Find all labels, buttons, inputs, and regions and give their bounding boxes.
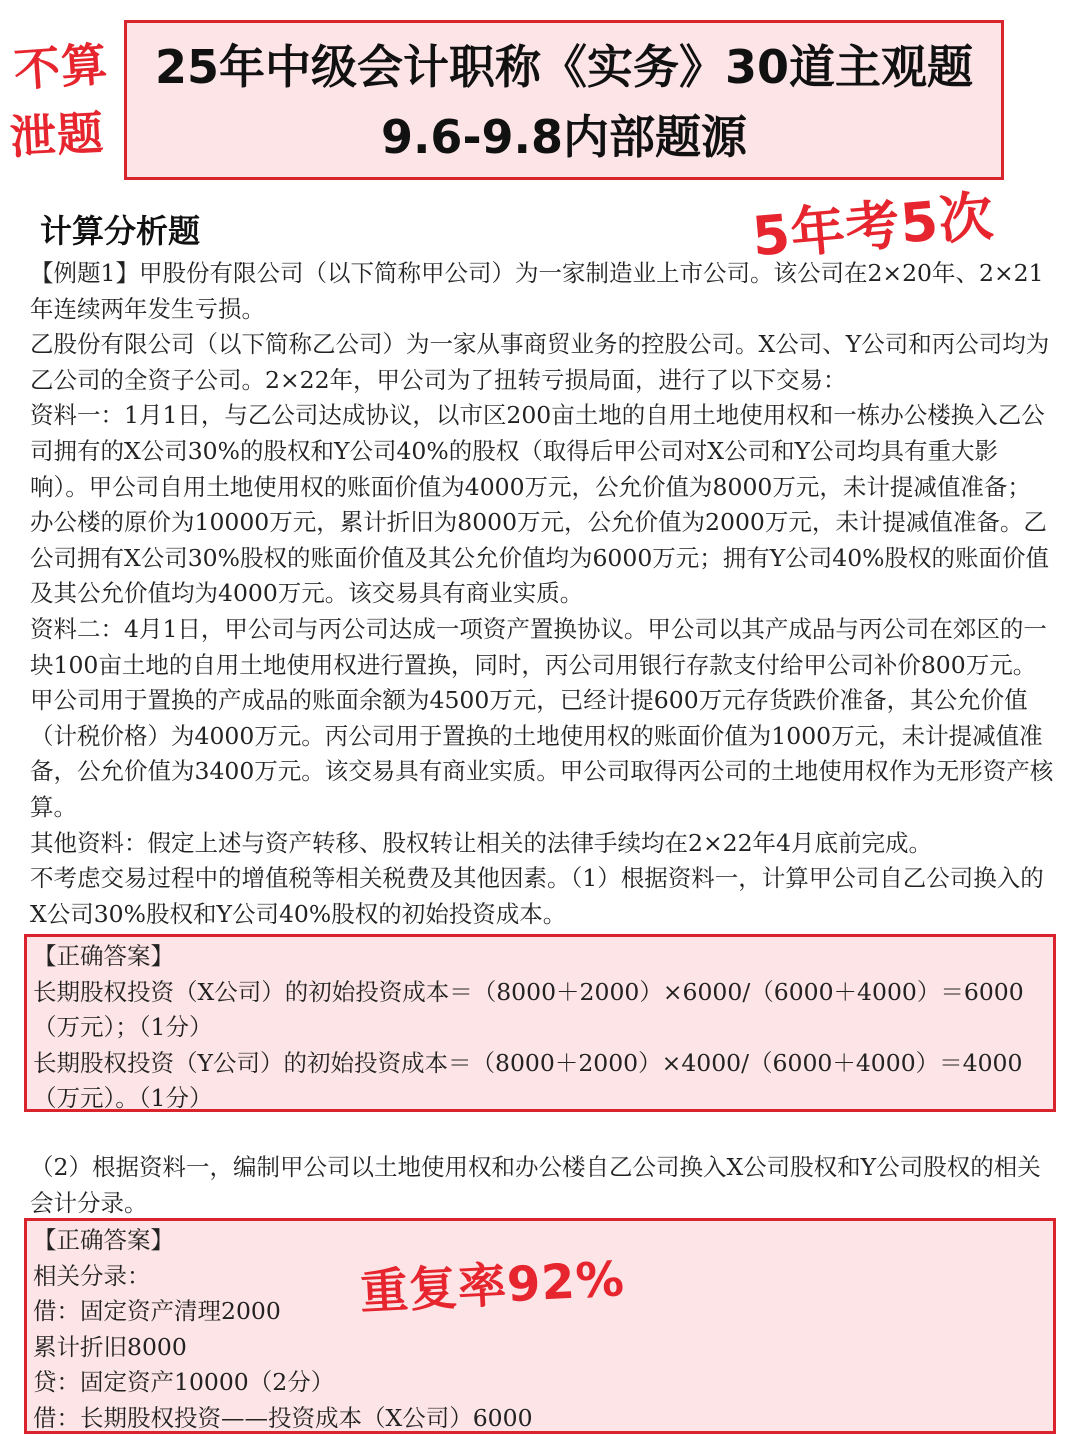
answer2-line4: 贷：固定资产10000（2分） xyxy=(33,1368,335,1397)
answer-box-1 xyxy=(24,934,1056,1112)
problem-para1: 【例题1】甲股份有限公司（以下简称甲公司）为一家制造业上市公司。该公司在2×20年、2×21年连续两年发生亏损。 xyxy=(30,259,1044,323)
answer1-line4: （万元）。（1分） xyxy=(33,1084,213,1112)
answer1-line3: 长期股权投资（Y公司）的初始投资成本＝（8000＋2000）×4000/（6000＋4000）＝4000 xyxy=(33,1048,1023,1077)
answer2-line3: 累计折旧8000 xyxy=(33,1332,187,1361)
question-2: （2）根据资料一，编制甲公司以土地使用权和办公楼自乙公司换入X公司股权和Y公司股权的相关会计分录。 xyxy=(30,1153,1041,1217)
handwritten-note-five-years: 5年考5次 xyxy=(749,184,997,269)
title-line2: 9.6-9.8内部题源 xyxy=(380,110,748,164)
problem-para6: 不考虑交易过程中的增值税等相关税费及其他因素。（1）根据资料一，计算甲公司自乙公司换入的X公司30%股权和Y公司40%股权的初始投资成本。 xyxy=(30,864,1044,928)
problem-para2: 乙股份有限公司（以下简称乙公司）为一家从事商贸业务的控股公司。X公司、Y公司和丙公司均为乙公司的全资子公司。2×22年，甲公司为了扭转亏损局面，进行了以下交易： xyxy=(30,330,1050,394)
answer1-line2: （万元）；（1分） xyxy=(33,1013,213,1042)
answer2-heading: 【正确答案】 xyxy=(33,1226,174,1254)
answer2-line2: 借：固定资产清理2000 xyxy=(33,1297,281,1326)
section-heading: 计算分析题 xyxy=(40,212,201,250)
stamp-line2: 泄题 xyxy=(8,105,106,165)
handwritten-note-repeat-rate: 重复率92% xyxy=(358,1251,627,1321)
title-banner xyxy=(124,20,1004,180)
answer1-line1: 长期股权投资（X公司）的初始投资成本＝（8000＋2000）×6000/（6000＋4000）＝6000 xyxy=(33,977,1024,1006)
answer-box-2 xyxy=(24,1218,1056,1434)
problem-para3: 资料一：1月1日，与乙公司达成协议，以市区200亩土地的自用土地使用权和一栋办公楼换入乙公司拥有的X公司30%的股权和Y公司40%的股权（取得后甲公司对X公司和Y公司均具有重大影响）。甲公司自用土地使用权的账面价值为4000万元，公允价值为8000万元，未计提减值准备；办公楼的原价为10000万元，累计折旧为8000万元，公允价值为2000万元，未计提减值准备。乙公司拥有X公司30%股权的账面价值及其公允价值均为6000万元；拥有Y公司40%股权的账面价值及其公允价值均为4000万元。该交易具有商业实质。 xyxy=(30,401,1050,608)
stamp-line1: 不算 xyxy=(12,36,110,98)
problem-text xyxy=(30,256,1054,932)
answer1-heading: 【正确答案】 xyxy=(33,942,174,970)
problem-para5: 其他资料：假定上述与资产转移、股权转让相关的法律手续均在2×22年4月底前完成。 xyxy=(30,828,932,857)
title-line1: 25年中级会计职称《实务》30道主观题 xyxy=(154,40,974,94)
answer2-line1: 相关分录： xyxy=(33,1261,151,1290)
answer2-line5: 借：长期股权投资——投资成本（X公司）6000 xyxy=(33,1403,533,1432)
problem-para4: 资料二：4月1日，甲公司与丙公司达成一项资产置换协议。甲公司以其产成品与丙公司在郊区的一块100亩土地的自用土地使用权进行置换，同时，丙公司用银行存款支付给甲公司补价800万元。甲公司用于置换的产成品的账面余额为4500万元，已经计提600万元存货跌价准备，其公允价值（计税价格）为4000万元。丙公司用于置换的土地使用权的账面价值为1000万元，未计提减值准备，公允价值为3400万元。该交易具有商业实质。甲公司取得丙公司的土地使用权作为无形资产核算。 xyxy=(30,614,1054,821)
